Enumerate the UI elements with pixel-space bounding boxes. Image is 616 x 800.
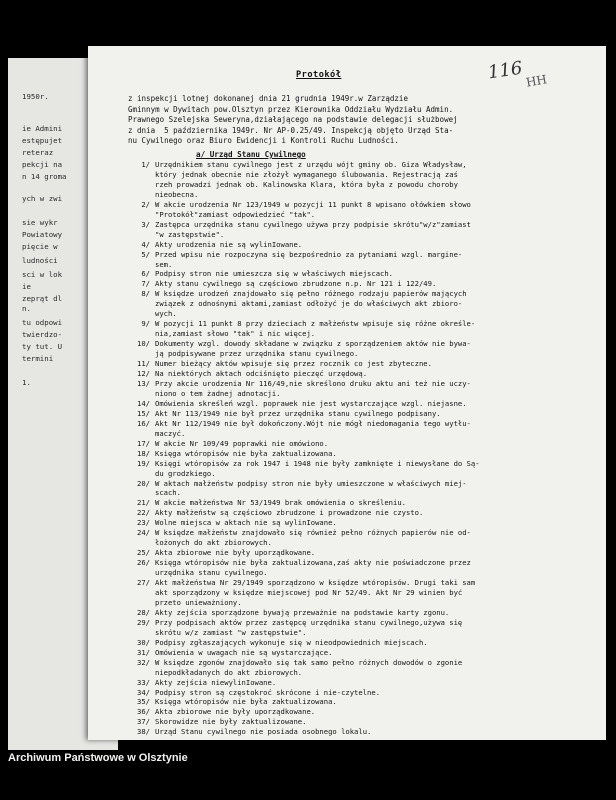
- finding-line: [124, 528, 602, 538]
- finding-text: Urząd Stanu cywilnego nie posiada osobnego lokalu.: [155, 727, 372, 737]
- finding-text: W akcie małżeństwa Nr 53/1949 brak omówienia o skreśleniu.: [155, 498, 406, 508]
- finding-text: Księga wtóropisów nie była zaktualizowana.: [155, 448, 337, 458]
- finding-number: [124, 210, 155, 220]
- finding-number: 25/: [137, 548, 150, 558]
- finding-line: [124, 309, 602, 319]
- finding-line: [124, 250, 602, 260]
- finding-text: Skorowidze nie były zaktualizowane.: [155, 717, 307, 727]
- finding-text: nieobecna.: [155, 189, 199, 199]
- finding-text: Akta zbiorowe nie były uporządkowane.: [155, 707, 316, 717]
- finding-line: [124, 399, 602, 409]
- archive-label: Archiwum Państwowe w Olsztynie: [8, 752, 188, 764]
- finding-line: [124, 409, 602, 419]
- finding-line: [124, 548, 602, 558]
- finding-text: Numer bieżący aktów wpisuje się przez rocznik co jest zbyteczne.: [155, 359, 432, 369]
- finding-number: 18/: [137, 448, 150, 458]
- finding-text: W pozycji 11 punkt 8 przy dzieciach z małżeństw wpisuje się różne określe-: [155, 319, 476, 329]
- finding-number: [124, 488, 155, 498]
- finding-text: sem.: [155, 259, 173, 269]
- finding-line: [124, 220, 602, 230]
- finding-text: łożonych do akt zbiorowych.: [155, 538, 272, 548]
- finding-line: [124, 260, 602, 270]
- finding-text: Akta zbiorowe nie były uporządkowane.: [155, 548, 316, 558]
- finding-line: [124, 588, 602, 598]
- finding-text: ją podpisywane przez urzędnika stanu cywilnego.: [155, 349, 359, 359]
- finding-text: Omówienia w uwagach nie są wystarczające.: [155, 647, 333, 657]
- background-fragment: ie: [22, 282, 31, 291]
- finding-line: [124, 359, 602, 369]
- finding-text: Przy akcie urodzenia Nr 116/49,nie skreślono druku aktu ani też nie uczy-: [155, 378, 471, 388]
- finding-line: [124, 568, 602, 578]
- finding-number: 16/: [137, 418, 150, 428]
- finding-number: 11/: [137, 359, 150, 369]
- finding-line: [124, 210, 602, 220]
- finding-text: Podpisy stron nie umieszcza się w właściwych miejscach.: [155, 269, 393, 279]
- background-fragment: 1.: [22, 378, 31, 387]
- finding-line: [124, 578, 602, 588]
- finding-line: [124, 598, 602, 608]
- finding-number: [124, 628, 155, 638]
- finding-line: [124, 498, 602, 508]
- finding-line: [124, 558, 602, 568]
- finding-line: [124, 329, 602, 339]
- finding-line: [124, 648, 602, 658]
- finding-line: [124, 697, 602, 707]
- finding-number: 7/: [141, 279, 150, 289]
- finding-line: [124, 618, 602, 628]
- finding-text: Akty zejścia sporządzone bywają przeważnie na podstawie karty zgonu.: [155, 607, 450, 617]
- finding-line: [124, 638, 602, 648]
- finding-line: [124, 279, 602, 289]
- finding-text: związek z odnośnymi aktami,zamiast odłożyć je do właściwych akt zbioro-: [155, 299, 463, 309]
- finding-number: [124, 389, 155, 399]
- finding-line: [124, 608, 602, 618]
- finding-text: urzędnika stanu cywilnego.: [155, 568, 268, 578]
- finding-text: Akty urodzenia nie są wylinIowane.: [155, 239, 303, 249]
- finding-text: Księga wtóropisów nie była zaktualizowana.: [155, 697, 337, 707]
- finding-text: Akty małżeństw są częściowo zbrudzone i prowadzone nie czysto.: [155, 508, 424, 518]
- finding-text: Dokumenty wzgl. dowody składane w związku z sporządzeniem aktów nie bywa-: [155, 339, 471, 349]
- finding-line: [124, 449, 602, 459]
- finding-text: "w zastępstwie".: [155, 229, 225, 239]
- background-fragment: twierdzo-: [22, 330, 63, 339]
- finding-text: rzeh prowadzi jednak ob. Kalinowska Klara, która była z powodu choroby: [155, 179, 458, 189]
- finding-number: 15/: [137, 408, 150, 418]
- finding-line: [124, 479, 602, 489]
- finding-line: [124, 389, 602, 399]
- finding-number: 17/: [137, 438, 150, 448]
- finding-text: W księdze zgonów znajdowało się tak samo pełno różnych dowodów o zgonie: [155, 657, 463, 667]
- finding-text: akt sporządzony w księdze miejscowej pod Nr 52/49. Akt Nr 29 winien być: [155, 587, 463, 597]
- finding-line: [124, 240, 602, 250]
- background-fragment: 1950r.: [22, 92, 49, 101]
- document-title: Protokół: [296, 70, 342, 80]
- finding-text: W księdze małżeństw znajdowało się również pełno różnych papierów nie od-: [155, 528, 471, 538]
- finding-number: 2/: [141, 199, 150, 209]
- finding-number: 32/: [137, 657, 150, 667]
- finding-text: wych.: [155, 309, 177, 319]
- background-fragment: n 14 groma: [22, 172, 67, 181]
- finding-line: [124, 707, 602, 717]
- finding-line: [124, 180, 602, 190]
- finding-text: W aktach małżeństw podpisy stron nie były umieszczone w właściwych miej-: [155, 478, 467, 488]
- finding-line: [124, 488, 602, 498]
- finding-line: [124, 658, 602, 668]
- finding-text: Wolne miejsca w aktach nie są wylinIowane.: [155, 518, 337, 528]
- finding-number: 23/: [137, 518, 150, 528]
- finding-number: [124, 349, 155, 359]
- finding-number: [124, 329, 155, 339]
- finding-line: [124, 369, 602, 379]
- seal-mark: HH: [524, 72, 548, 90]
- finding-text: skrótu w/z zamiast "w zastępstwie".: [155, 627, 307, 637]
- finding-line: [124, 678, 602, 688]
- finding-line: [124, 717, 602, 727]
- finding-text: Księga wtóropisów nie była zaktualizowana,zaś akty nie poświadczone przez: [155, 558, 471, 568]
- finding-number: 37/: [137, 717, 150, 727]
- finding-number: 10/: [137, 339, 150, 349]
- finding-line: [124, 319, 602, 329]
- finding-line: [124, 727, 602, 737]
- finding-text: Zastępca urzędnika stanu cywilnego używa przy podpisie skrótu"w/z"zamiast: [155, 219, 471, 229]
- finding-text: scach.: [155, 488, 181, 498]
- finding-line: [124, 439, 602, 449]
- finding-number: 5/: [141, 249, 150, 259]
- finding-text: Podpisy stron są częstokroć skrócone i nie-czytelne.: [155, 687, 381, 697]
- finding-line: [124, 200, 602, 210]
- background-fragment: estępujet: [22, 136, 63, 145]
- finding-number: 22/: [137, 508, 150, 518]
- finding-number: [124, 170, 155, 180]
- intro-line: Gminnym w Dywitach pow.Olsztyn przez Kierownika Oddziału Wydziału Admin.: [128, 104, 454, 114]
- finding-text: "Protokół"zamiast odpowiedzieć "tak".: [155, 209, 316, 219]
- finding-number: 8/: [141, 289, 150, 299]
- finding-number: 38/: [137, 727, 150, 737]
- finding-number: [124, 538, 155, 548]
- finding-line: [124, 538, 602, 548]
- finding-number: [124, 309, 155, 319]
- background-fragment: termini: [22, 354, 54, 363]
- finding-line: [124, 230, 602, 240]
- background-fragment: pekcji na: [22, 160, 63, 169]
- finding-line: [124, 419, 602, 429]
- background-fragment: zeprąt dl: [22, 294, 63, 303]
- finding-text: Omówienia skreśleń wzgl. poprawek nie jest wystarczające wzgl. niejasne.: [155, 398, 467, 408]
- finding-number: 19/: [137, 458, 150, 468]
- finding-number: 14/: [137, 398, 150, 408]
- finding-line: [124, 628, 602, 638]
- finding-number: 4/: [141, 239, 150, 249]
- finding-number: 28/: [137, 607, 150, 617]
- finding-text: Akt Nr 112/1949 nie był dokończony.Wójt nie mógł niedomagania tego wytłu-: [155, 418, 471, 428]
- finding-text: Akty stanu cywilnego są częściowo zbrudzone n.p. Nr 121 i 122/49.: [155, 279, 437, 289]
- finding-line: [124, 688, 602, 698]
- finding-number: [124, 190, 155, 200]
- finding-text: niono o tem żadnej adnotacji.: [155, 388, 281, 398]
- intro-line: z dnia 5 października 1949r. Nr AP-0.25/49. Inspekcją objęto Urząd Sta-: [128, 125, 454, 135]
- finding-number: 29/: [137, 617, 150, 627]
- background-fragment: reteraz: [22, 148, 54, 157]
- background-fragment: pięcie w: [22, 242, 58, 251]
- finding-text: W akcie Nr 109/49 poprawki nie omówiono.: [155, 438, 329, 448]
- finding-line: [124, 289, 602, 299]
- finding-line: [124, 170, 602, 180]
- finding-number: 35/: [137, 697, 150, 707]
- finding-number: 1/: [141, 160, 150, 169]
- intro-line: nu Cywilnego oraz Biuro Ewidencji i Kontroli Ruchu Ludności.: [128, 136, 399, 146]
- finding-line: [124, 349, 602, 359]
- intro-paragraph: [128, 94, 598, 147]
- reference-mark: 116: [486, 57, 524, 84]
- finding-line: [124, 429, 602, 439]
- background-fragment: ty tut. U: [22, 342, 63, 351]
- finding-line: [124, 668, 602, 678]
- finding-line: [124, 518, 602, 528]
- background-fragment: ych w zwi: [22, 194, 63, 203]
- finding-number: [124, 668, 155, 678]
- protocol-page: [88, 46, 606, 740]
- finding-number: 26/: [137, 558, 150, 568]
- finding-number: [124, 429, 155, 439]
- finding-line: [124, 508, 602, 518]
- section-title: a/ Urząd Stanu Cywilnego: [196, 150, 306, 159]
- finding-line: [124, 160, 602, 170]
- finding-text: Akt Nr 113/1949 nie był przez urzędnika stanu cywilnego podpisany.: [155, 408, 441, 418]
- finding-line: [124, 190, 602, 200]
- finding-number: 31/: [137, 647, 150, 657]
- background-fragment: n.: [22, 304, 31, 313]
- finding-number: 24/: [137, 528, 150, 538]
- background-fragment: sci w lok: [22, 270, 63, 279]
- finding-line: [124, 469, 602, 479]
- finding-number: 9/: [141, 319, 150, 329]
- finding-number: [124, 469, 155, 479]
- finding-text: Księgi wtóropisów za rok 1947 i 1948 nie były zamknięte i niewysłane do Są-: [155, 458, 480, 468]
- intro-line: z inspekcji lotnej dokonanej dnia 21 grudnia 1949r.w Zarządzie: [128, 94, 408, 103]
- background-fragment: tu odpowi: [22, 318, 63, 327]
- finding-text: Przed wpisu nie rozpoczyna się bezpośrednio za pytaniami wzgl. margine-: [155, 249, 463, 259]
- finding-text: Akty zejścia niewylinIowane.: [155, 677, 277, 687]
- finding-number: [124, 230, 155, 240]
- finding-text: przeto unieważniony.: [155, 597, 242, 607]
- finding-number: 34/: [137, 687, 150, 697]
- finding-text: W akcie urodzenia Nr 123/1949 w pozycji 11 punkt 8 wpisano ołówkiem słowo: [155, 199, 471, 209]
- finding-number: [124, 568, 155, 578]
- finding-line: [124, 459, 602, 469]
- finding-number: 21/: [137, 498, 150, 508]
- finding-text: Przy podpisach aktów przez zastępcę urzędnika stanu cywilnego,używa się: [155, 617, 463, 627]
- finding-number: 13/: [137, 378, 150, 388]
- finding-text: nia,zamiast słowo "tak" i nic więcej.: [155, 329, 316, 339]
- finding-line: [124, 299, 602, 309]
- finding-text: Na niektórych aktach odciśnięto pieczęć urzędową.: [155, 369, 368, 379]
- finding-text: du grodzkiego.: [155, 468, 216, 478]
- background-fragment: Powiatowy: [22, 230, 63, 239]
- finding-text: niepodkładanych do akt zbiorowych.: [155, 667, 303, 677]
- finding-number: 3/: [141, 219, 150, 229]
- finding-number: 6/: [141, 269, 150, 279]
- finding-text: maczyć.: [155, 428, 186, 438]
- finding-number: [124, 260, 155, 270]
- findings-list: [124, 160, 602, 737]
- finding-number: 36/: [137, 707, 150, 717]
- finding-number: [124, 588, 155, 598]
- finding-text: Podpisy zgłaszających wykonuje się w nieodpowiednich miejscach.: [155, 637, 428, 647]
- finding-line: [124, 339, 602, 349]
- finding-number: 12/: [137, 369, 150, 379]
- finding-number: 20/: [137, 478, 150, 488]
- finding-text: Akt małżeństwa Nr 29/1949 sporządzono w księdze wtóropisów. Drugi taki sam: [155, 578, 476, 588]
- finding-text: Urzędnikiem stanu cywilnego jest z urzędu wójt gminy ob. Giza Władysław,: [155, 160, 467, 169]
- finding-line: [124, 269, 602, 279]
- finding-text: który jednak obecnie nie złożył wymaganego ślubowania. Rejestracją zaś: [155, 169, 458, 179]
- finding-number: 27/: [137, 578, 150, 588]
- finding-number: [124, 598, 155, 608]
- finding-number: 33/: [137, 677, 150, 687]
- finding-number: [124, 299, 155, 309]
- intro-line: Prawnego Szelejska Seweryna,działającego na podstawie delegacji służbowej: [128, 115, 458, 125]
- background-fragment: ie Admini: [22, 124, 63, 133]
- finding-line: [124, 379, 602, 389]
- finding-text: W księdze urodzeń znajdowało się pełno różnego rodzaju papierów mających: [155, 289, 467, 299]
- background-fragment: sie wykr: [22, 218, 58, 227]
- finding-number: [124, 180, 155, 190]
- background-fragment: ludności: [22, 256, 58, 265]
- finding-number: 30/: [137, 637, 150, 647]
